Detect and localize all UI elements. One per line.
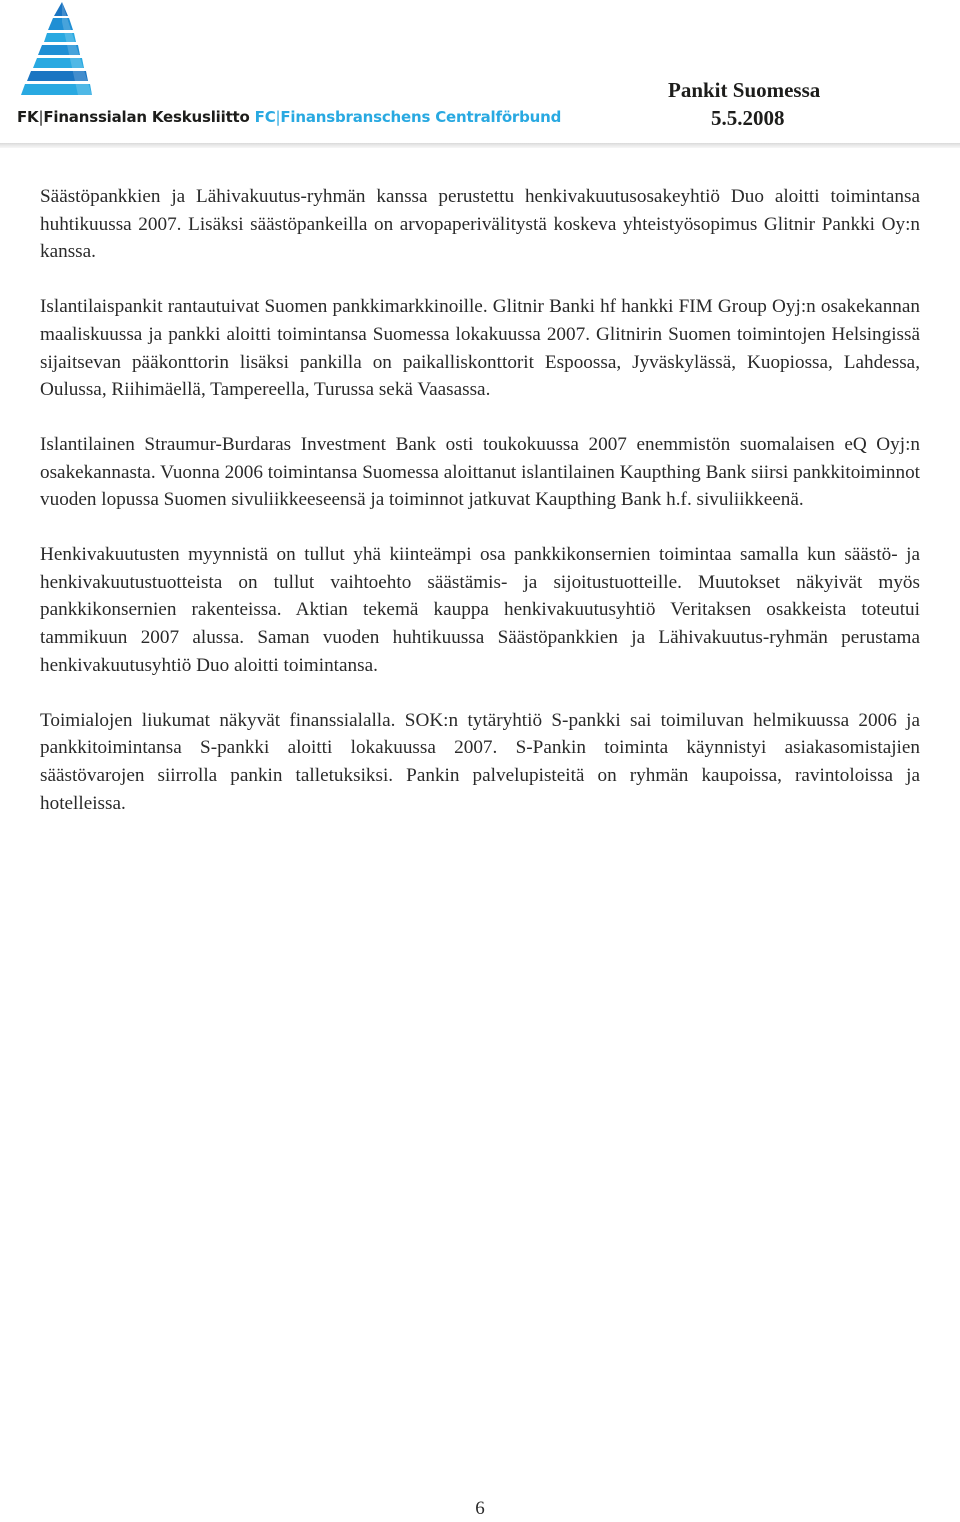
paragraph: Säästöpankkien ja Lähivakuutus-ryhmän kanssa perustettu henkivakuutusosakeyhtiö Duo aloitti toimintansa huhtikuussa 2007. Lisäksi säästöpankeilla on arvopaperivälitystä koskeva yhteistyösopimus Glitnir Pankki Oy:n kanssa. bbox=[40, 186, 920, 263]
paragraph: Islantilainen Straumur-Burdaras Investment Bank osti toukokuussa 2007 enemmistön suomalaisen eQ Oyj:n osakekannasta. Vuonna 2006 toimintansa Suomessa aloittanut islantilainen Kaupthing Bank siirsi pankkitoiminnot vuoden lopussa Suomen sivuliikkeeseensä ja toiminnot jatkuvat Kaupthing Bank h.f. sivuliikkeenä. bbox=[40, 433, 920, 511]
page-header bbox=[0, 0, 960, 150]
document-date: 5.5.2008 bbox=[711, 106, 785, 130]
fk-fc-triangle-logo-icon bbox=[18, 2, 94, 100]
fk-full-name: Finanssialan Keskusliitto bbox=[43, 108, 250, 126]
page-number: 6 bbox=[475, 1498, 485, 1519]
document-title: Pankit Suomessa bbox=[668, 78, 821, 102]
header-divider bbox=[0, 143, 960, 148]
fk-abbreviation: FK bbox=[17, 108, 39, 126]
body-text bbox=[40, 183, 920, 844]
separator: | bbox=[38, 108, 44, 126]
paragraph: Islantilaispankit rantautuivat Suomen pankkimarkkinoille. Glitnir Banki hf hankki FIM Group Oyj:n osakekannan maaliskuussa ja pankki aloitti toimintansa Suomessa lokakuussa 2007. Glitnirin Suomen toimintojen Helsingissä sijaitsevan pääkonttorin lisäksi pankilla on paikalliskonttorit Espoossa, Jyväskylässä, Kuopiossa, Lahdessa, Oulussa, Riihimäellä, Tampereella, Turussa sekä Vaasassa. bbox=[40, 296, 920, 401]
fc-full-name: Finansbranschens Centralförbund bbox=[280, 108, 562, 126]
paragraph: Toimialojen liukumat näkyvät finanssialalla. SOK:n tytäryhtiö S-pankki sai toimiluvan helmikuussa 2006 ja pankkitoimintansa S-pankki aloitti lokakuussa 2007. S-Pankin toiminta käynnistyi asiakasomistajien säästövarojen siirrolla pankin talletuksiksi. Pankin palvelupisteitä on ryhmän kaupoissa, ravintoloissa ja hotelleissa. bbox=[40, 709, 920, 814]
paragraph: Henkivakuutusten myynnistä on tullut yhä kiinteämpi osa pankkikonsernien toimintaa samalla kun säästö- ja henkivakuutustuotteista on tullut vaihtoehto säästämis- ja sijoitustuotteille. Muutokset näkyivät myös pankkikonsernien rakenteissa. Aktian tekemä kauppa henkivakuutusyhtiö Veritaksen osakkeista toteutui tammikuun 2007 alussa. Saman vuoden huhtikuussa Säästöpankkien ja Lähivakuutus-ryhmän perustama henkivakuutusyhtiö Duo aloitti toimintansa. bbox=[40, 544, 920, 676]
separator: | bbox=[275, 108, 281, 126]
organization-name bbox=[17, 108, 561, 126]
fc-abbreviation: FC bbox=[254, 108, 276, 126]
